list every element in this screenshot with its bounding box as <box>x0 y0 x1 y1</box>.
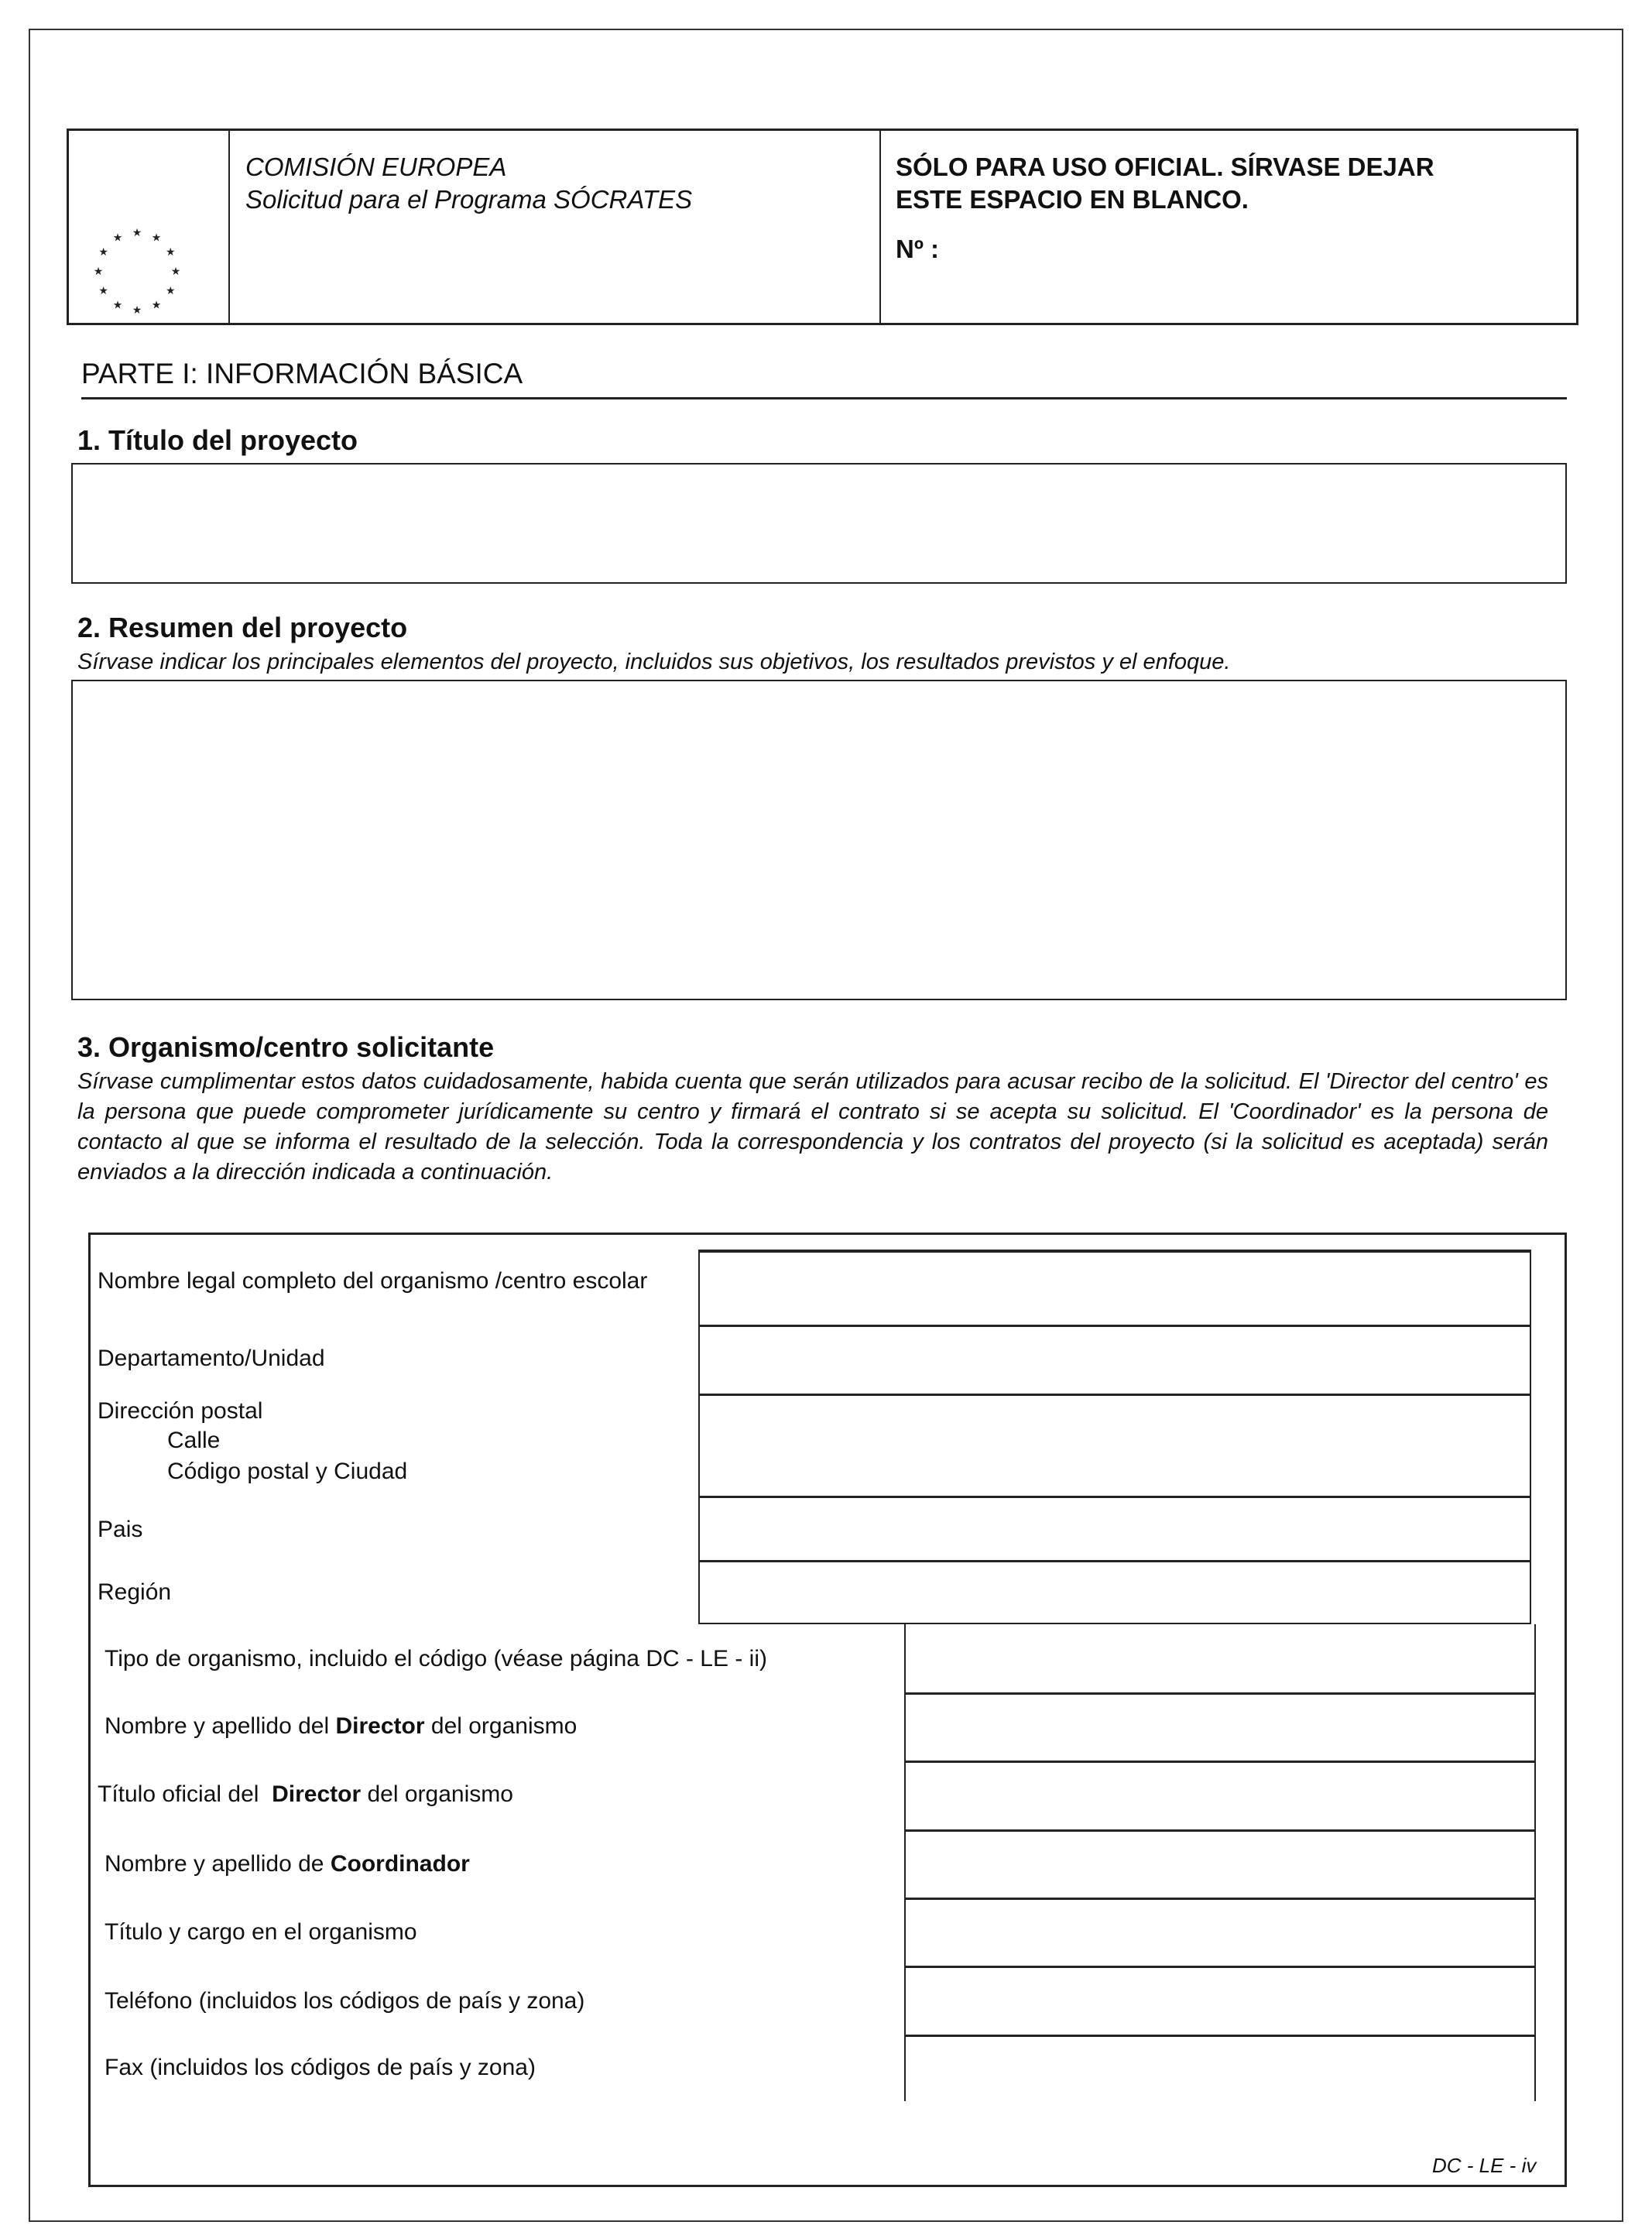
label-text: Nombre y apellido de <box>105 1851 331 1877</box>
label-country: Pais <box>98 1517 143 1542</box>
phone-input[interactable] <box>904 1967 1536 2034</box>
official-use-line2: ESTE ESPACIO EN BLANCO. <box>896 185 1249 214</box>
star-icon: ★ <box>132 303 142 316</box>
star-icon: ★ <box>151 231 162 244</box>
project-title-field[interactable] <box>71 463 1567 584</box>
label-legal-name: Nombre legal completo del organismo /centro escolar <box>98 1268 648 1294</box>
label-bold: Director <box>272 1781 362 1807</box>
label-region: Región <box>98 1579 172 1605</box>
label-fax: Fax (incluidos los códigos de país y zona) <box>105 2055 536 2080</box>
label-street: Calle <box>167 1428 221 1453</box>
star-icon: ★ <box>170 265 181 277</box>
section2-hint: Sírvase indicar los principales elementos del proyecto, incluidos sus objetivos, los resultados previstos y el enfoque. <box>77 650 1231 674</box>
label-director-title <box>98 1780 513 1809</box>
org-type-input[interactable] <box>904 1626 1536 1692</box>
label-address: Dirección postal <box>98 1398 263 1424</box>
star-icon: ★ <box>132 226 142 238</box>
country-input[interactable] <box>698 1497 1531 1560</box>
coordinator-name-input[interactable] <box>904 1831 1536 1898</box>
label-bold: Coordinador <box>330 1851 470 1877</box>
director-name-input[interactable] <box>904 1694 1536 1761</box>
fax-input[interactable] <box>904 2036 1536 2101</box>
label-text: Título oficial del <box>98 1781 272 1807</box>
label-position: Título y cargo en el organismo <box>105 1919 417 1945</box>
label-director-name <box>105 1712 577 1741</box>
org-name: COMISIÓN EUROPEA <box>245 153 507 181</box>
label-phone: Teléfono (incluidos los códigos de país y zona) <box>105 1988 585 2014</box>
program-name: Solicitud para el Programa SÓCRATES <box>245 185 693 214</box>
section3-title: 3. Organismo/centro solicitante <box>77 1031 495 1063</box>
section1-title: 1. Título del proyecto <box>77 424 358 456</box>
star-icon: ★ <box>166 245 176 258</box>
header-box <box>67 129 1578 325</box>
number-label: Nº : <box>896 235 940 263</box>
legal-name-input[interactable] <box>698 1250 1531 1325</box>
star-icon: ★ <box>112 231 123 244</box>
star-icon: ★ <box>112 298 123 311</box>
label-coordinator-name <box>105 1850 470 1879</box>
divider <box>879 131 881 323</box>
official-use-line1: SÓLO PARA USO OFICIAL. SÍRVASE DEJAR <box>896 153 1434 181</box>
eu-stars-logo <box>83 224 191 317</box>
address-input[interactable] <box>698 1395 1531 1496</box>
star-icon: ★ <box>98 245 108 258</box>
label-text: del organismo <box>424 1713 578 1739</box>
part-title: PARTE I: INFORMACIÓN BÁSICA <box>81 358 523 389</box>
label-postcode-city: Código postal y Ciudad <box>167 1459 408 1484</box>
star-icon: ★ <box>166 284 176 297</box>
label-text: del organismo <box>361 1781 513 1807</box>
label-bold: Director <box>335 1713 425 1739</box>
page-code: DC - LE - iv <box>1432 2154 1537 2177</box>
department-input[interactable] <box>698 1326 1531 1394</box>
label-org-type: Tipo de organismo, incluido el código (véase página DC - LE - ii) <box>105 1646 767 1671</box>
star-icon: ★ <box>98 284 108 297</box>
label-department: Departamento/Unidad <box>98 1346 325 1371</box>
director-title-input[interactable] <box>904 1762 1536 1829</box>
section2-title: 2. Resumen del proyecto <box>77 612 408 643</box>
section3-hint: Sírvase cumplimentar estos datos cuidadosamente, habida cuenta que serán utilizados para acusar recibo de la solicitud. El 'Director del centro' es la persona que puede comprometer jurídicamente su centro y firmará el contrato si se acepta su solicitud. El 'Coordinador' es la persona de contacto al que se informa el resultado de la selección. Toda la correspondencia y los contratos del proyecto (si la solicitud es aceptada) serán enviados a la dirección indicada a continuación. <box>77 1069 1548 1185</box>
star-icon: ★ <box>151 298 162 311</box>
divider <box>228 131 230 323</box>
divider <box>81 397 1567 399</box>
region-input[interactable] <box>698 1562 1531 1624</box>
star-icon: ★ <box>93 265 104 277</box>
project-summary-field[interactable] <box>71 680 1567 1000</box>
label-text: Nombre y apellido del <box>105 1713 336 1739</box>
position-input[interactable] <box>904 1899 1536 1966</box>
